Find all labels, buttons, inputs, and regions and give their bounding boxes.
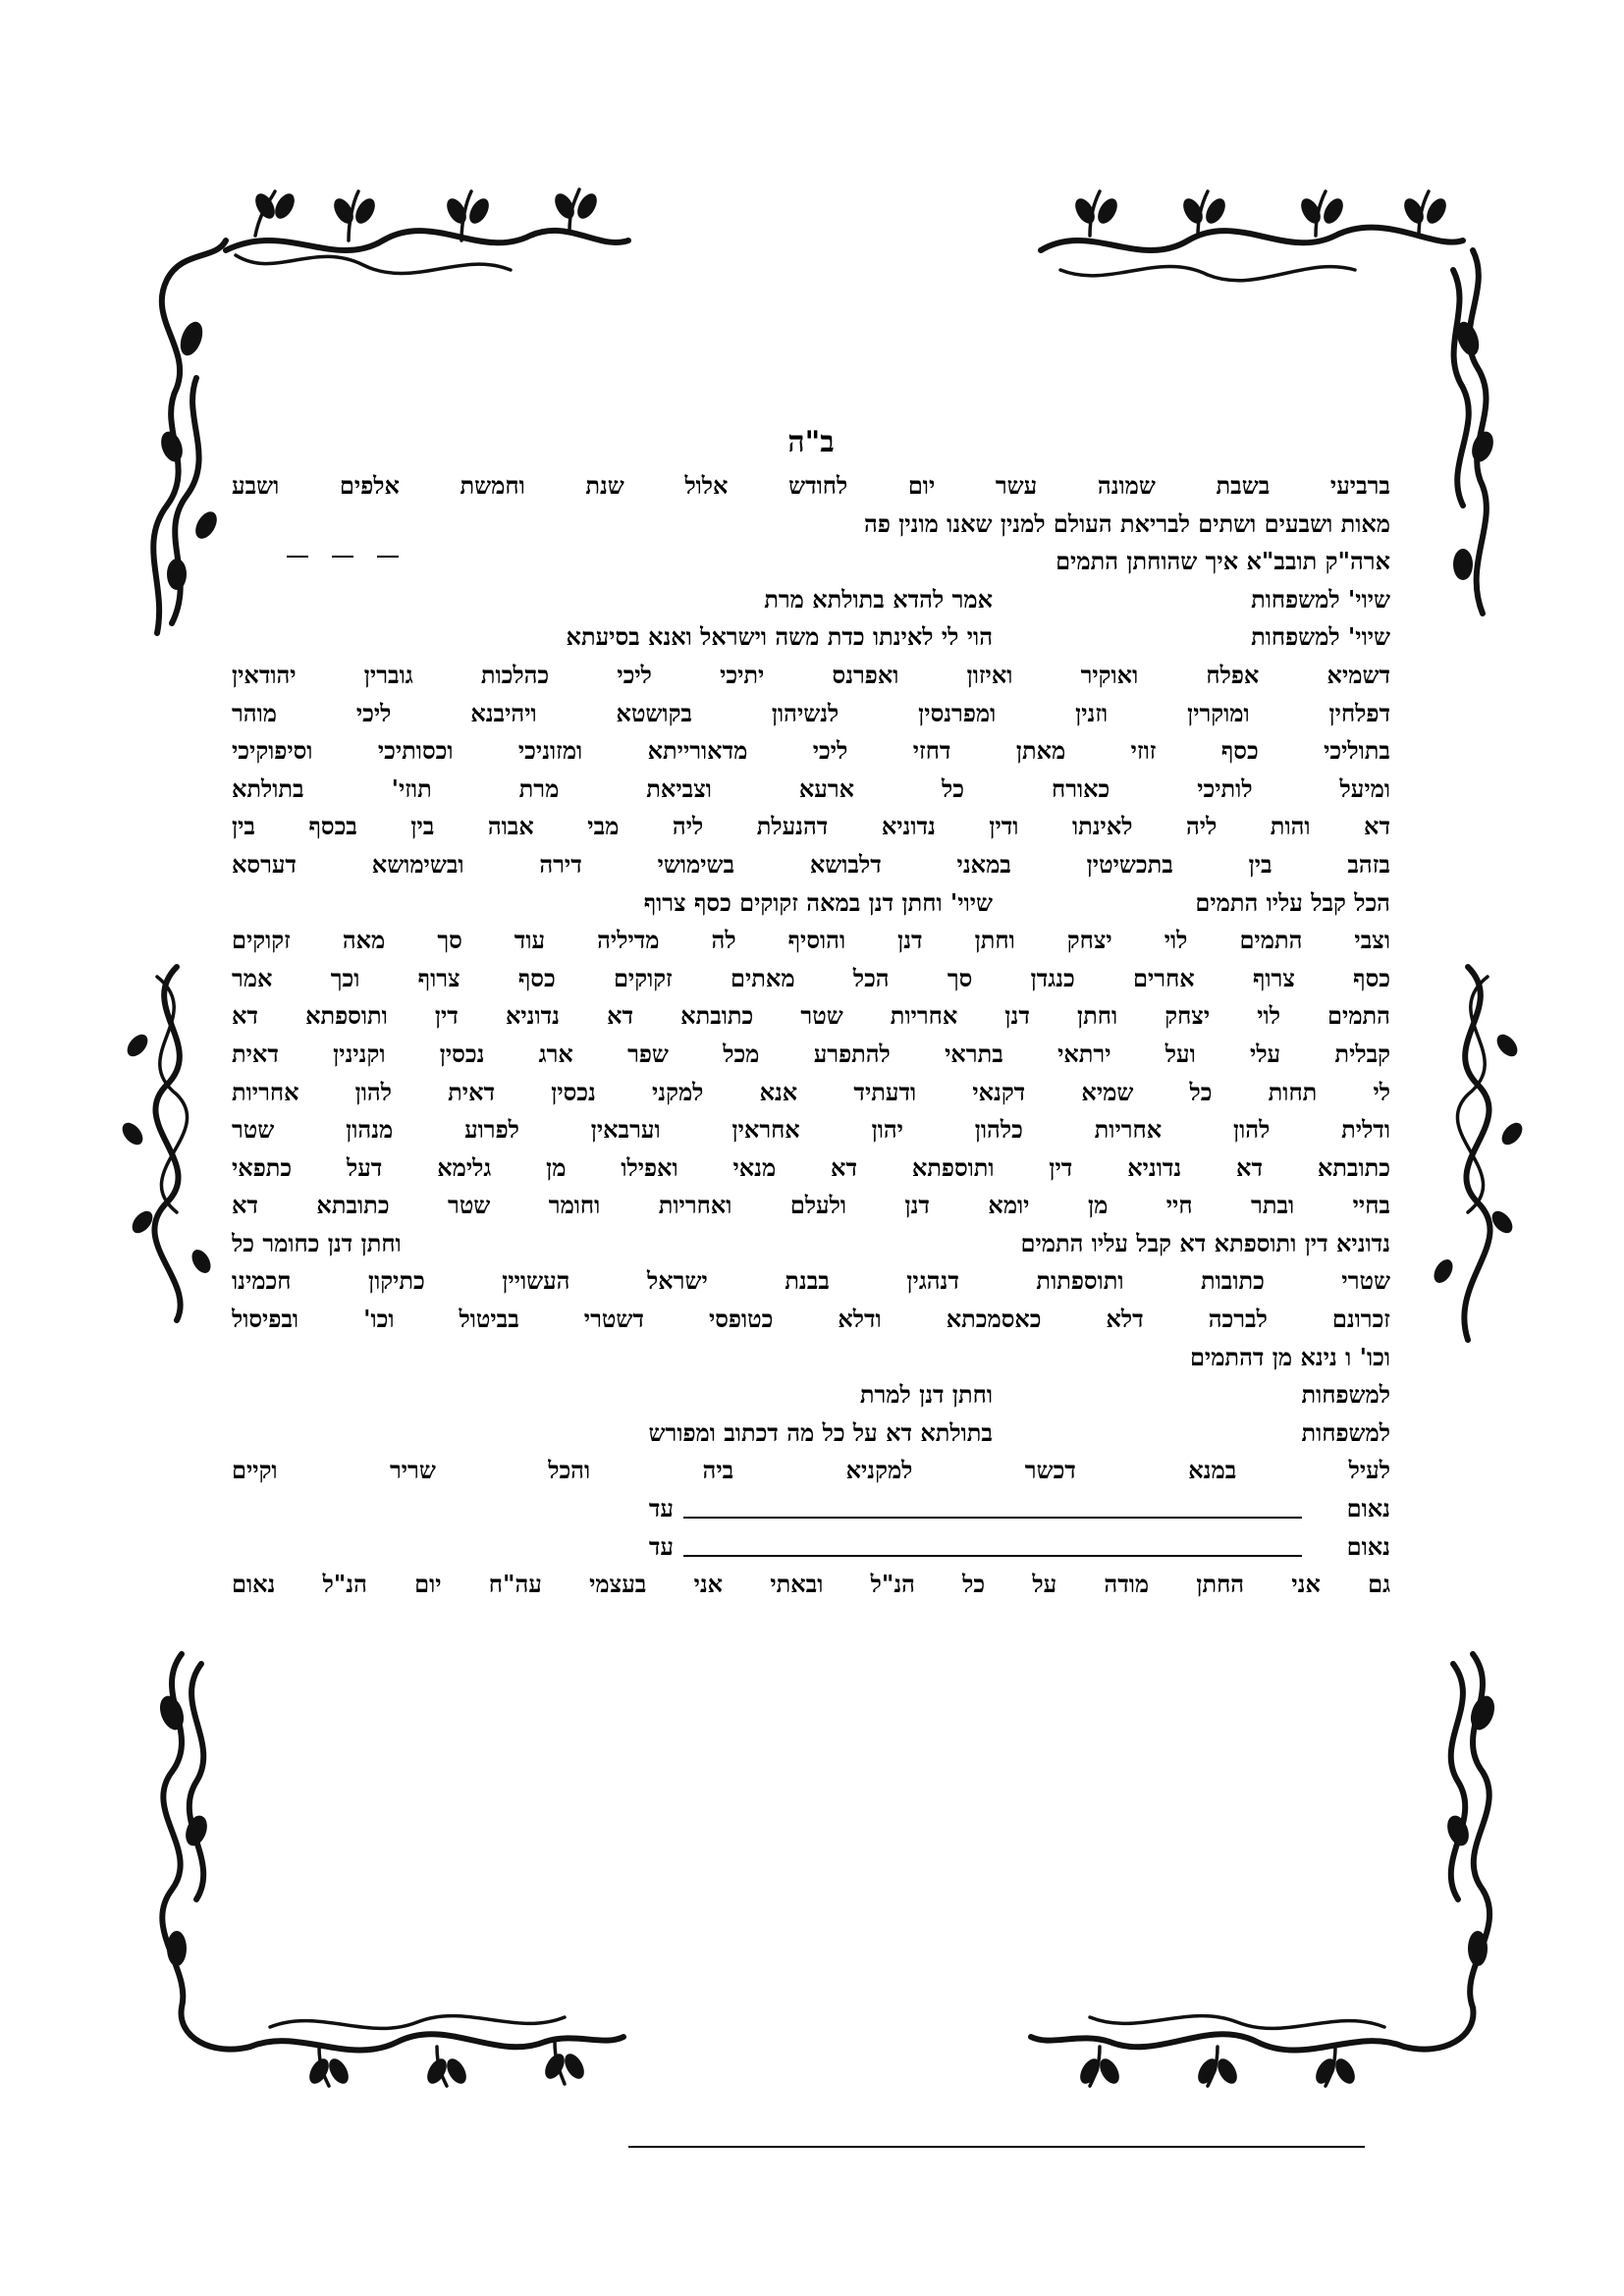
witness-label: נאום <box>1346 1531 1390 1561</box>
text-line: דשמיא אפלח ואוקיר ואיזון ואפרנס יתיכי ליכי כהלכות גוברין יהודאין <box>232 660 1390 689</box>
text-line: כסף צרוף אחרים כנגדן סך הכל מאתים זקוקים כסף צרוף וכך אמר <box>232 963 1390 992</box>
text-line: וצבי התמים לוי יצחק וחתן דנן והוסיף לה מדיליה עוד סך מאה זקוקים <box>232 926 1390 955</box>
text-line: דפלחין ומוקרין וזנין ומפרנסין לנשיהון בקושטא ויהיבנא ליכי מוהר <box>232 698 1390 727</box>
groom-declaration: גם אני החתן מודה על כל הנ"ל ובאתי אני בעצמי עה"ח יום הנ"ל נאום <box>232 1570 1390 1599</box>
text-segment: הכל קבל עליו התמים <box>1195 887 1390 917</box>
text-line-two-column <box>232 581 1390 619</box>
right-middle-floral-border <box>1419 967 1527 1340</box>
bottom-right-floral-border <box>1011 1654 1512 2091</box>
text-line: ברביעי בשבת שמונה עשר יום לחודש אלול שנת וחמשת אלפים ושבע <box>232 471 1390 500</box>
witness-line <box>232 1528 1390 1567</box>
ketubah-text <box>232 420 1390 1604</box>
text-line: ודלית להון אחריות כלהון יהון אחראין וערבאין לפרוע מנהון שטר <box>232 1115 1390 1145</box>
text-line: לי תחות כל שמיא דקנאי ודעתיד אנא למקני נכסין דאית להון אחריות <box>232 1077 1390 1106</box>
text-line: קבלית עלי ועל ירתאי בתראי להתפרע מכל שפר ארג נכסין וקנינין דאית <box>232 1039 1390 1068</box>
text-line: לעיל במנא דכשר למקניא ביה והכל שריר וקיים <box>232 1456 1390 1485</box>
witness-signature-field[interactable] <box>683 1517 1302 1519</box>
witness-ed-label: עד <box>648 1494 674 1523</box>
text-segment: וחתן דנן למרת <box>859 1380 993 1410</box>
text-line: בתוליכי כסף זוזי מאתן דחזי ליכי מדאורייתא ומזוניכי וכסותיכי וסיפוקיכי <box>232 736 1390 766</box>
text-line: וכו' ו נינא מן דהתמים <box>1189 1342 1390 1371</box>
text-line-two-column <box>232 1225 1390 1263</box>
text-line: בחיי ובתר חיי מן יומא דנן ולעלם ואחריות וחומר שטר כתובתא דא <box>232 1191 1390 1220</box>
text-segment: נדוניא דין ותוספתא דא קבל עליו התמים <box>1020 1228 1390 1257</box>
text-line: כתובתא דא נדוניא דין ותוספתא דא מנאי ואפילו מן גלימא דעל כתפאי <box>232 1152 1390 1182</box>
groom-signature-field[interactable] <box>628 2146 1365 2148</box>
text-line: דא והות ליה לאינתו ודין נדוניא דהנעלת ליה מבי אבוה בין בכסף בין <box>232 812 1390 841</box>
text-line-two-column <box>232 618 1390 657</box>
header-bet-hei: ב"ה <box>787 425 835 459</box>
text-segment: הוי לי לאינתו כדת משה וישראל ואנא בסיעתא <box>566 622 993 652</box>
text-line: שטרי כתובות ותוספתות דנהגין בבנת ישראל העשויין כתיקון חכמינו <box>232 1266 1390 1296</box>
text-line-two-column <box>232 1376 1390 1415</box>
text-segment: למשפחות <box>1301 1417 1390 1447</box>
text-line-two-column <box>232 884 1390 923</box>
text-segment: בתולתא דא על כל מה דכתוב ומפורש <box>648 1417 993 1447</box>
witness-signature-field[interactable] <box>683 1555 1302 1557</box>
text-segment: למשפחות <box>1301 1380 1390 1410</box>
text-line: התמים לוי יצחק וחתן דנן אחריות שטר כתובתא דא נדוניא דין ותוספתא דא <box>232 1001 1390 1031</box>
witness-ed-label: עד <box>648 1531 674 1561</box>
text-line: זכרונם לברכה דלא כאסמכתא ודלא כטופסי דשטרי בביטול וכו' ובפיסול <box>232 1305 1390 1334</box>
text-segment: שיוי' למשפחות <box>1251 622 1390 652</box>
witness-label: נאום <box>1346 1494 1390 1523</box>
text-line: ומיעל לותיכי כאורח כל ארעא וצביאת מרת תוזי' בתולתא <box>232 774 1390 803</box>
text-line: בזהב בין בתכשיטין במאני דלבושא בשימושי דירה ובשימושא דערסא <box>232 849 1390 879</box>
text-segment: שיוי' וחתן דנן במאה זקוקים כסף צרוף <box>643 887 993 917</box>
text-line-two-column <box>232 1415 1390 1453</box>
text-line: ארה"ק תובב"א איך שהוחתן התמים <box>1056 547 1390 576</box>
text-segment: שיוי' למשפחות <box>1251 584 1390 614</box>
text-segment: אמר להדא בתולתא מרת <box>764 584 993 614</box>
text-line: מאות ושבעים ושתים לבריאת העולם למנין שאנו מונין פה <box>864 508 1390 538</box>
bottom-left-floral-border <box>142 1654 633 2086</box>
text-segment: וחתן דנן כחומר כל <box>232 1228 402 1257</box>
witness-line <box>232 1490 1390 1528</box>
left-middle-floral-border <box>118 967 226 1320</box>
